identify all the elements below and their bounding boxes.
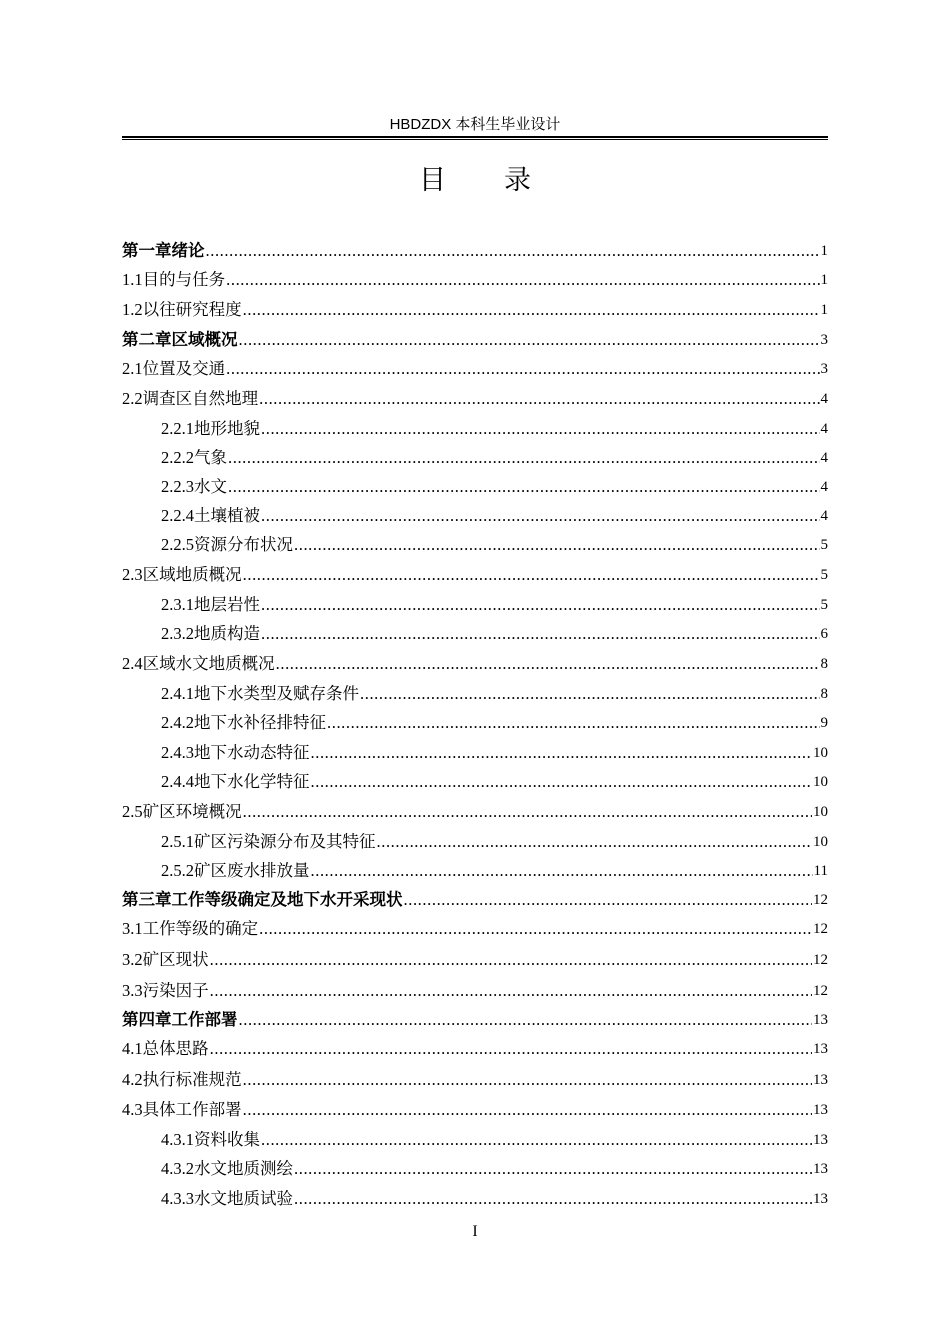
toc-leader-dots <box>243 300 820 320</box>
toc-entry-number: 2.3 <box>122 565 143 584</box>
toc-entry-number: 2.3.1 <box>161 595 194 614</box>
toc-entry-number: 4.3.1 <box>161 1130 194 1149</box>
toc-entry-title: 工作部署 <box>171 1010 238 1029</box>
toc-title <box>0 163 950 199</box>
toc-entry-title: 矿区环境概况 <box>142 802 242 821</box>
toc-entry-number: 第一章 <box>122 241 172 260</box>
toc-entry-page: 1 <box>820 302 828 318</box>
toc-leader-dots <box>210 981 812 1001</box>
toc-entry[interactable] <box>122 650 828 674</box>
toc-entry-page: 4 <box>820 508 828 524</box>
toc-entry-page: 13 <box>813 1041 828 1057</box>
toc-entry-number: 3.1 <box>122 919 143 938</box>
toc-leader-dots <box>261 624 820 644</box>
toc-entry-title: 矿区污染源分布及其特征 <box>194 832 376 851</box>
toc-entry-page: 13 <box>813 1012 828 1028</box>
toc-entry[interactable] <box>161 1126 828 1150</box>
toc-entry-title: 地下水补径排特征 <box>194 713 326 732</box>
toc-leader-dots <box>261 506 820 526</box>
toc-entry-page: 1 <box>820 272 828 288</box>
toc-entry-page: 6 <box>820 626 828 642</box>
toc-leader-dots <box>243 565 820 585</box>
toc-entry[interactable] <box>161 828 828 852</box>
toc-leader-dots <box>360 684 820 704</box>
toc-leader-dots <box>243 1070 812 1090</box>
header-rule-thick <box>122 136 828 138</box>
toc-entry-page: 3 <box>820 332 828 348</box>
toc-leader-dots <box>239 330 820 350</box>
toc-entry-number: 4.3.2 <box>161 1159 194 1178</box>
toc-entry[interactable] <box>122 385 828 409</box>
toc-entry-title: 地层岩性 <box>194 595 260 614</box>
toc-leader-dots <box>228 477 820 497</box>
toc-entry-title: 地质构造 <box>194 624 260 643</box>
toc-entry-title: 目的与任务 <box>142 270 226 289</box>
toc-leader-dots <box>228 448 820 468</box>
toc-leader-dots <box>243 802 812 822</box>
toc-entry-page: 13 <box>813 1102 828 1118</box>
toc-entry-title: 具体工作部署 <box>142 1100 242 1119</box>
toc-entry-number: 2.4.2 <box>161 713 194 732</box>
page-number: I <box>472 1223 478 1240</box>
toc-leader-dots <box>206 241 820 261</box>
toc-entry-page: 10 <box>813 834 828 850</box>
toc-entry-title: 资料收集 <box>194 1130 260 1149</box>
toc-entry-number: 2.1 <box>122 359 143 378</box>
toc-entry[interactable] <box>161 680 828 704</box>
toc-entry-page: 12 <box>813 983 828 999</box>
toc-entry-number: 2.2.2 <box>161 448 194 467</box>
toc-entry[interactable] <box>122 296 828 320</box>
toc-entry-page: 10 <box>813 745 828 761</box>
toc-entry-title: 执行标准规范 <box>142 1070 242 1089</box>
toc-leader-dots <box>210 1039 812 1059</box>
toc-entry-page: 12 <box>813 921 828 937</box>
toc-entry[interactable] <box>122 915 828 939</box>
toc-entry[interactable] <box>161 444 828 468</box>
toc-entry-title: 资源分布状况 <box>194 535 293 554</box>
toc-entry-number: 3.2 <box>122 950 143 969</box>
toc-entry-title: 地形地貌 <box>194 419 260 438</box>
toc-entry[interactable] <box>161 1185 828 1209</box>
toc-entry-page: 10 <box>813 804 828 820</box>
page-header: HBDZDX 本科生毕业设计 <box>389 116 561 133</box>
toc-entry[interactable] <box>122 355 828 379</box>
toc-entry-title: 污染因子 <box>142 981 209 1000</box>
toc-entry-number: 2.2.4 <box>161 506 194 525</box>
toc-entry[interactable] <box>122 1006 828 1030</box>
toc-entry-number: 2.2 <box>122 389 143 408</box>
toc-entry-page: 12 <box>813 892 828 908</box>
toc-entry[interactable] <box>122 946 828 970</box>
toc-entry-page: 5 <box>820 537 828 553</box>
toc-entry-title: 区域概况 <box>171 330 238 349</box>
toc-leader-dots <box>294 1189 812 1209</box>
toc-entry[interactable] <box>122 798 828 822</box>
toc-leader-dots <box>226 270 819 290</box>
toc-leader-dots <box>261 1130 812 1150</box>
toc-entry-number: 1.2 <box>122 300 143 319</box>
toc-entry[interactable] <box>122 1096 828 1120</box>
toc-leader-dots <box>239 1010 813 1030</box>
toc-entry-number: 2.5 <box>122 802 143 821</box>
toc-entry[interactable] <box>161 473 828 497</box>
toc-entry-title: 调查区自然地理 <box>142 389 259 408</box>
toc-leader-dots <box>243 1100 812 1120</box>
toc-entry-page: 11 <box>813 863 828 879</box>
toc-entry-number: 1.1 <box>122 270 143 289</box>
toc-entry[interactable] <box>122 1066 828 1090</box>
toc-entry-page: 5 <box>820 567 828 583</box>
toc-entry-number: 2.5.2 <box>161 861 194 880</box>
toc-entry[interactable] <box>122 886 828 910</box>
toc-entry-page: 4 <box>820 421 828 437</box>
toc-entry-page: 5 <box>820 597 828 613</box>
toc-leader-dots <box>226 359 819 379</box>
toc-entry-title: 水文地质试验 <box>194 1189 293 1208</box>
toc-entry-page: 12 <box>813 952 828 968</box>
toc-entry-number: 2.2.3 <box>161 477 194 496</box>
toc-entry-page: 1 <box>820 243 828 259</box>
toc-entry-page: 13 <box>813 1191 828 1207</box>
toc-entry-title: 土壤植被 <box>194 506 260 525</box>
toc-entry-page: 13 <box>813 1072 828 1088</box>
toc-entry-page: 8 <box>820 686 828 702</box>
toc-leader-dots <box>259 389 819 409</box>
toc-entry-number: 4.1 <box>122 1039 143 1058</box>
toc-entry-number: 4.3.3 <box>161 1189 194 1208</box>
toc-entry[interactable] <box>161 857 828 881</box>
toc-leader-dots <box>404 890 813 910</box>
toc-entry-number: 2.5.1 <box>161 832 194 851</box>
toc-entry-page: 4 <box>820 450 828 466</box>
toc-entry-title: 地下水化学特征 <box>194 772 310 791</box>
toc-entry-number: 第三章 <box>122 890 172 909</box>
toc-entry-title: 矿区现状 <box>142 950 209 969</box>
toc-entry-page: 10 <box>813 774 828 790</box>
toc-entry-number: 第四章 <box>122 1010 172 1029</box>
toc-entry-number: 2.3.2 <box>161 624 194 643</box>
toc-entry-number: 2.2.1 <box>161 419 194 438</box>
toc-leader-dots <box>261 595 820 615</box>
toc-entry-page: 4 <box>820 479 828 495</box>
toc-entry-page: 4 <box>820 391 828 407</box>
toc-entry[interactable] <box>161 620 828 644</box>
toc-entry[interactable] <box>122 977 828 1001</box>
toc-entry[interactable] <box>161 591 828 615</box>
toc-entry-number: 2.2.5 <box>161 535 194 554</box>
toc-entry-page: 13 <box>813 1161 828 1177</box>
toc-entry-page: 9 <box>820 715 828 731</box>
toc-entry[interactable] <box>161 739 828 763</box>
toc-entry-title: 气象 <box>194 448 227 467</box>
toc-entry-number: 4.3 <box>122 1100 143 1119</box>
toc-entry-title: 地下水动态特征 <box>194 743 310 762</box>
toc-entry[interactable] <box>122 326 828 350</box>
toc-entry-title: 位置及交通 <box>142 359 226 378</box>
toc-entry-number: 4.2 <box>122 1070 143 1089</box>
toc-entry-title: 水文地质测绘 <box>194 1159 293 1178</box>
toc-entry-number: 2.4.3 <box>161 743 194 762</box>
toc-entry[interactable] <box>122 1035 828 1059</box>
toc-entry-title: 矿区废水排放量 <box>194 861 310 880</box>
toc-entry[interactable] <box>122 237 828 261</box>
toc-entry[interactable] <box>122 266 828 290</box>
toc-entry-title: 区域水文地质概况 <box>142 654 275 673</box>
toc-entry-page: 3 <box>820 361 828 377</box>
toc-leader-dots <box>311 743 813 763</box>
toc-entry[interactable] <box>161 1155 828 1179</box>
toc-leader-dots <box>311 772 813 792</box>
toc-entry-number: 2.4 <box>122 654 143 673</box>
toc-leader-dots <box>377 832 813 852</box>
toc-entry-title: 工作等级确定及地下水开采现状 <box>171 890 403 909</box>
toc-entry-title: 地下水类型及赋存条件 <box>194 684 359 703</box>
header-rule-thin <box>122 139 828 140</box>
toc-entry[interactable] <box>161 502 828 526</box>
toc-entry-title: 工作等级的确定 <box>142 919 259 938</box>
toc-entry[interactable] <box>161 415 828 439</box>
toc-entry-page: 13 <box>813 1132 828 1148</box>
toc-entry-number: 2.4.4 <box>161 772 194 791</box>
toc-entry-title: 区域地质概况 <box>142 565 242 584</box>
toc-entry-page: 8 <box>820 656 828 672</box>
toc-entry[interactable] <box>161 768 828 792</box>
toc-entry-number: 第二章 <box>122 330 172 349</box>
toc-entry-title: 以往研究程度 <box>142 300 242 319</box>
toc-entry-number: 2.4.1 <box>161 684 194 703</box>
toc-leader-dots <box>210 950 812 970</box>
toc-entry[interactable] <box>122 561 828 585</box>
toc-title-char-1: 目 <box>419 165 446 196</box>
toc-leader-dots <box>327 713 820 733</box>
toc-title-char-2: 录 <box>504 165 531 196</box>
toc-entry-title: 水文 <box>194 477 227 496</box>
toc-leader-dots <box>294 1159 812 1179</box>
toc-leader-dots <box>276 654 820 674</box>
toc-entry[interactable] <box>161 709 828 733</box>
toc-entry[interactable] <box>161 531 828 555</box>
toc-entry-title: 绪论 <box>171 241 205 260</box>
toc-entry-number: 3.3 <box>122 981 143 1000</box>
toc-leader-dots <box>311 861 813 881</box>
toc-leader-dots <box>261 419 820 439</box>
toc-leader-dots <box>294 535 820 555</box>
toc-leader-dots <box>259 919 812 939</box>
toc-entry-title: 总体思路 <box>142 1039 209 1058</box>
